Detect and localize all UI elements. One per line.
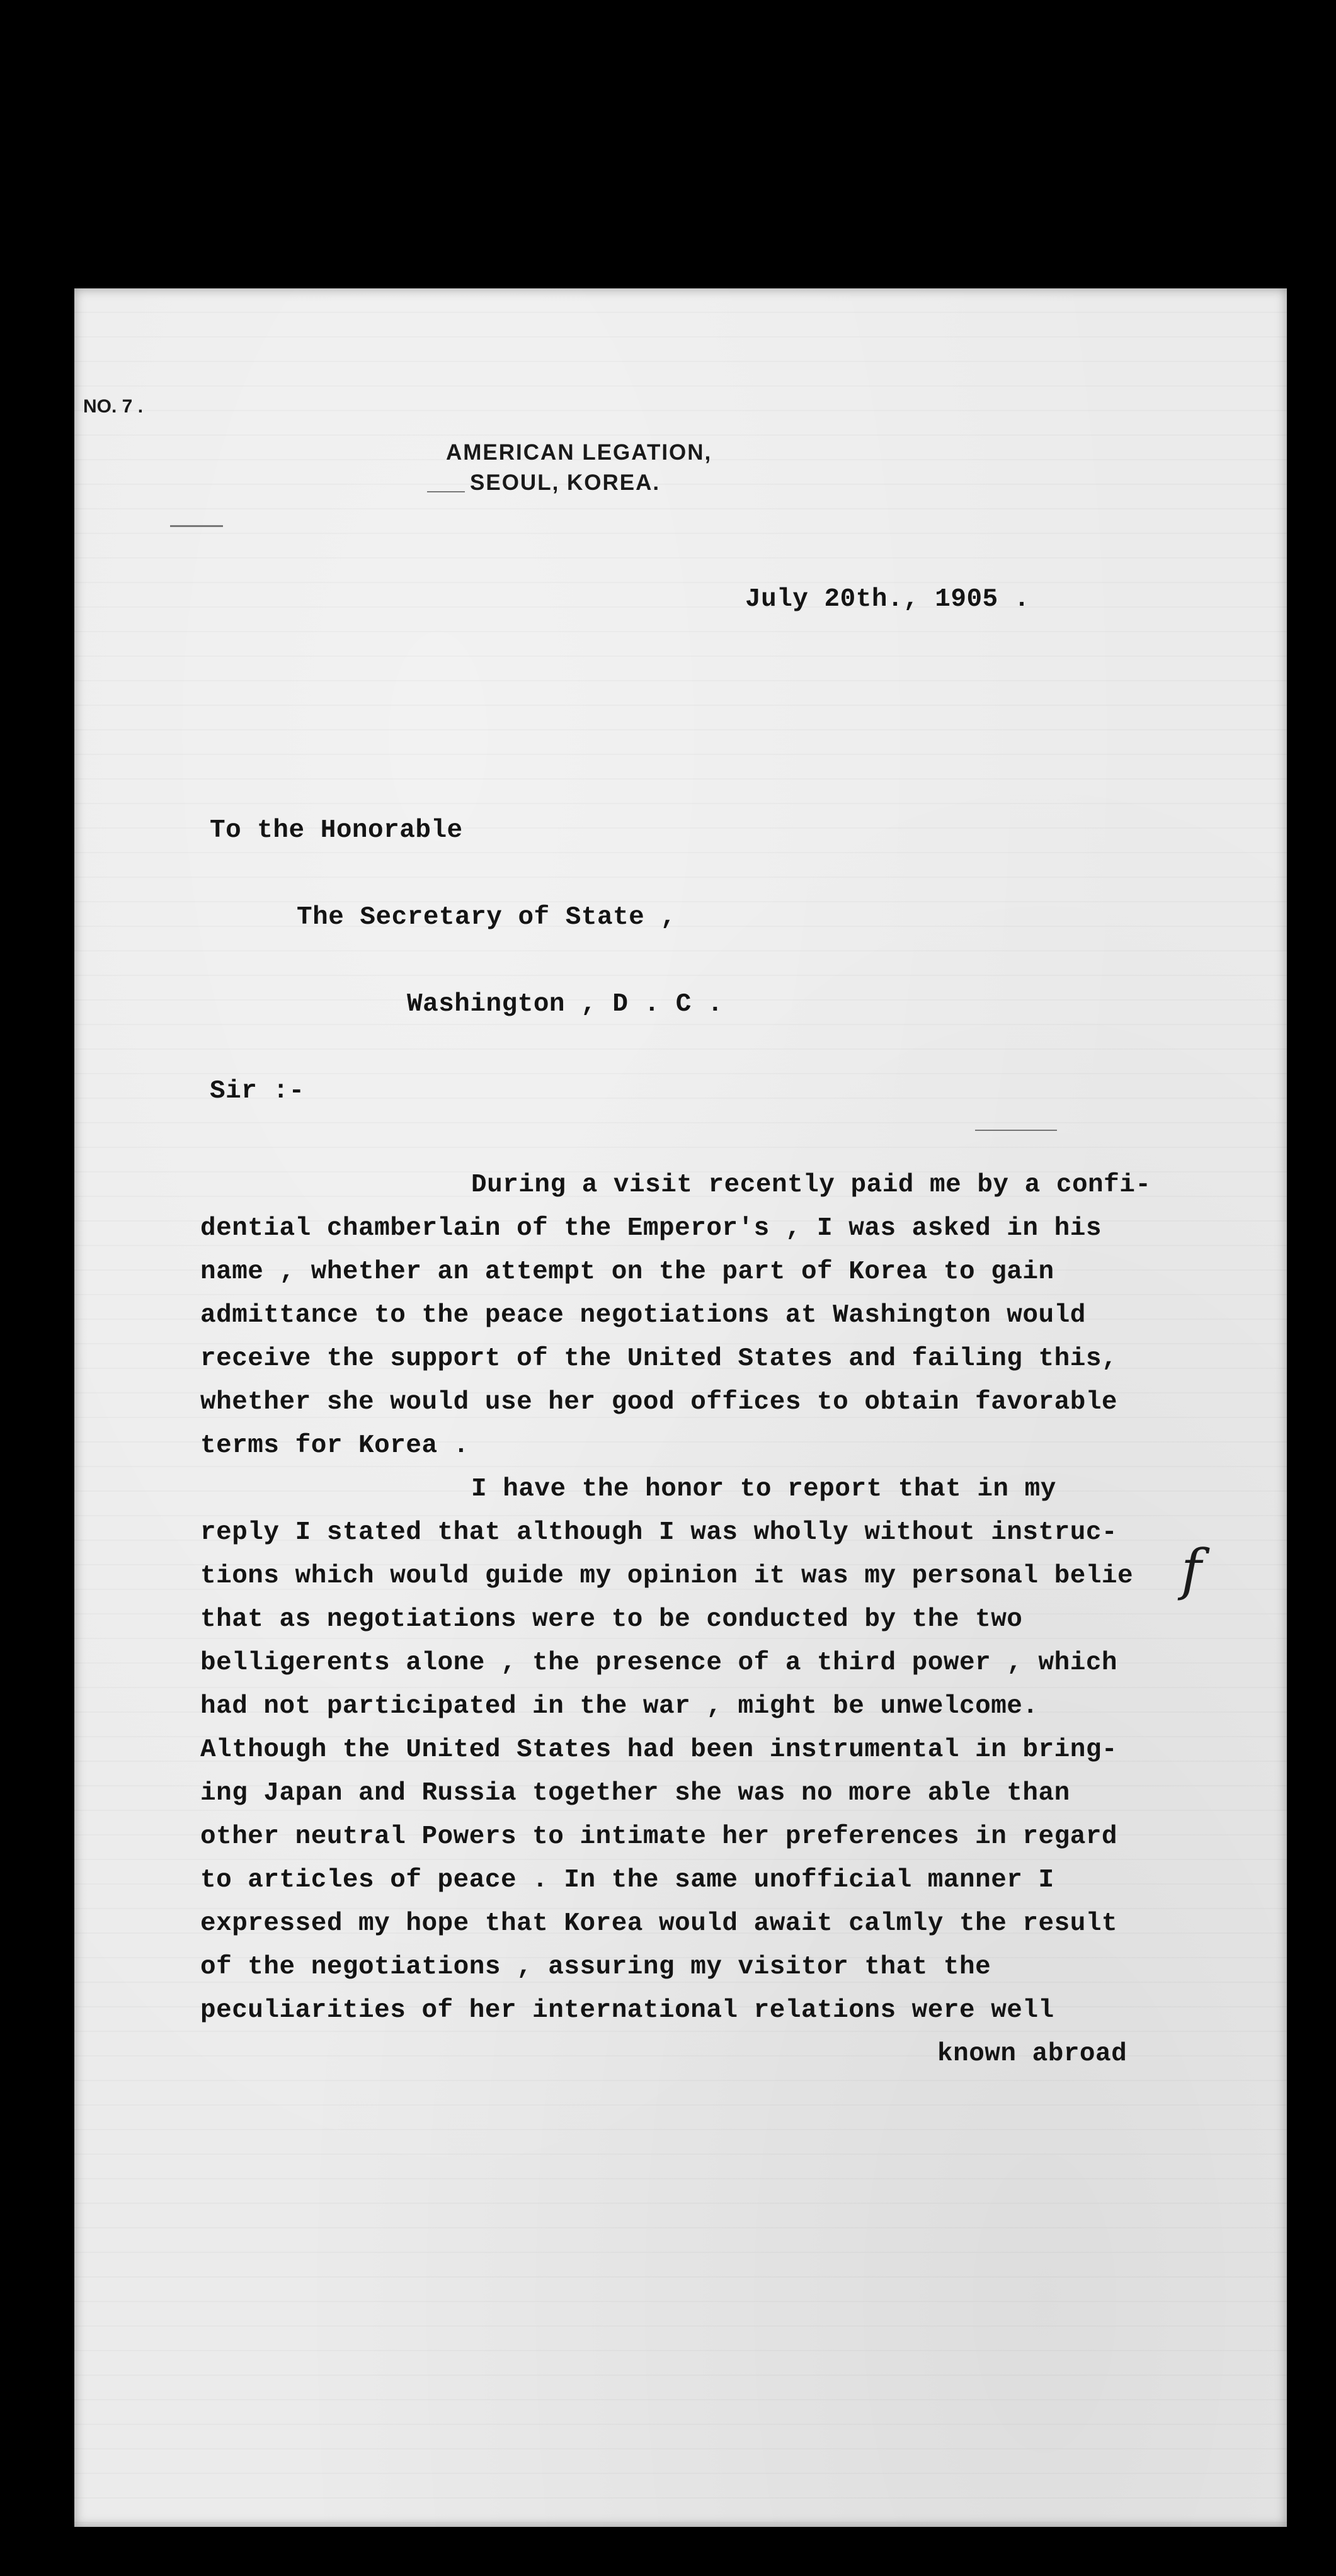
body-line: belligerents alone , the presence of a third power , which	[200, 1648, 1118, 1677]
addressee-line-2: The Secretary of State ,	[297, 903, 677, 932]
body-line: During a visit recently paid me by a confi-	[471, 1171, 1151, 1200]
letter-page	[74, 288, 1287, 2527]
body-line: that as negotiations were to be conducted by the two	[200, 1605, 1023, 1634]
ink-stroke	[170, 525, 223, 527]
body-line: name , whether an attempt on the part of Korea to gain	[200, 1257, 1054, 1286]
body-line: ing Japan and Russia together she was no more able than	[200, 1779, 1070, 1808]
body-line: reply I stated that although I was wholly without instruc-	[200, 1518, 1118, 1547]
body-line: peculiarities of her international relations were well	[200, 1996, 1054, 2025]
body-line: to articles of peace . In the same unofficial manner I	[200, 1866, 1054, 1895]
body-line: had not participated in the war , might be unwelcome.	[200, 1692, 1039, 1721]
body-line: whether she would use her good offices to obtain favorable	[200, 1388, 1118, 1417]
body-line: terms for Korea .	[200, 1431, 469, 1460]
letterhead-line-2: SEOUL, KOREA.	[470, 470, 661, 495]
body-line: other neutral Powers to intimate her preferences in regard	[200, 1822, 1118, 1851]
letterhead-rule	[427, 491, 465, 492]
body-line: I have the honor to report that in my	[471, 1475, 1056, 1504]
body-line: of the negotiations , assuring my visitor that the	[200, 1953, 991, 1982]
addressee-line-1: To the Honorable	[210, 816, 463, 845]
body-line: admittance to the peace negotiations at Washington would	[200, 1301, 1086, 1330]
salutation: Sir :-	[210, 1077, 305, 1106]
addressee-line-3: Washington , D . C .	[407, 990, 724, 1019]
handwritten-correction: f	[1181, 1537, 1202, 1602]
document-number: NO. 7 .	[83, 396, 144, 417]
catchword: known abroad	[937, 2040, 1128, 2068]
letterhead-line-1: AMERICAN LEGATION,	[446, 440, 712, 465]
letter-date: July 20th., 1905 .	[745, 585, 1030, 614]
body-line: receive the support of the United States and failing this,	[200, 1344, 1118, 1373]
body-line: dential chamberlain of the Emperor's , I was asked in his	[200, 1214, 1102, 1243]
ink-stroke	[975, 1130, 1057, 1131]
body-line: Although the United States had been instrumental in bring-	[200, 1735, 1118, 1764]
body-line: expressed my hope that Korea would await calmly the result	[200, 1909, 1118, 1938]
body-line: tions which would guide my opinion it was my personal belie	[200, 1562, 1134, 1591]
